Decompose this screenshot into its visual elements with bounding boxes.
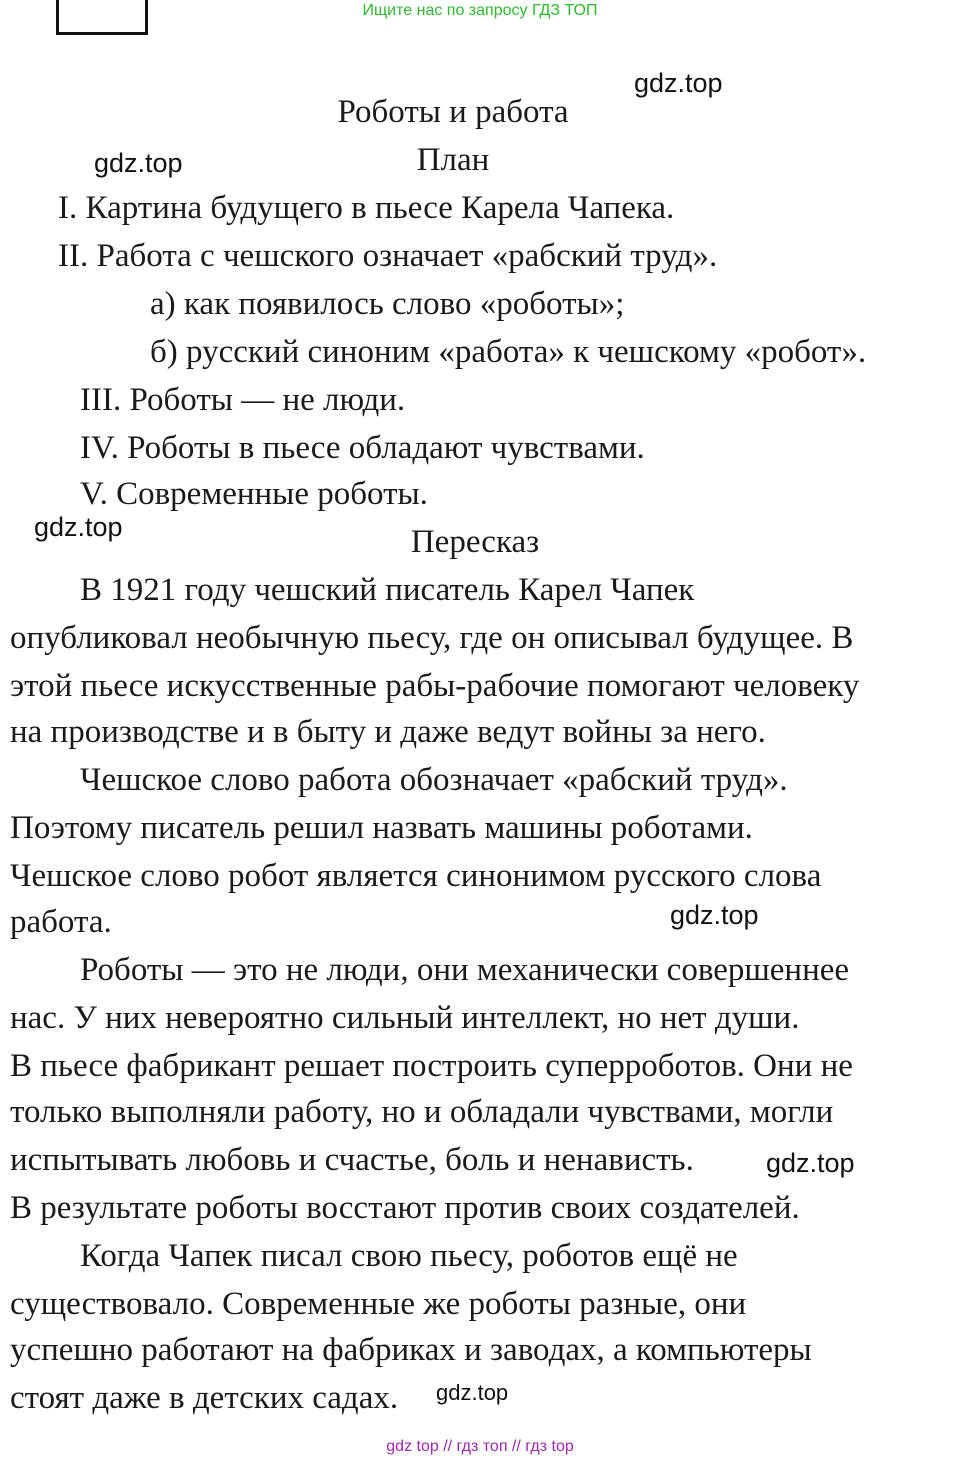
- text-line: опубликовал необычную пьесу, где он описывал будущее. В: [10, 620, 854, 656]
- plan-subitem: а) как появилось слово «роботы»;: [150, 286, 625, 322]
- plan-item: II. Работа с чешского означает «рабский труд».: [58, 238, 718, 274]
- text-line: успешно работают на фабриках и заводах, а компьютеры: [10, 1332, 812, 1368]
- text-line: В результате роботы восстают против своих создателей.: [10, 1190, 800, 1226]
- plan-item: I. Картина будущего в пьесе Карела Чапека.: [58, 190, 675, 226]
- text-line: Роботы — это не люди, они механически совершеннее: [80, 952, 850, 988]
- footer-links: gdz top // гдз топ // гдз top: [386, 1438, 574, 1455]
- watermark: gdz.top: [670, 900, 759, 930]
- plan-item: IV. Роботы в пьесе обладают чувствами.: [80, 430, 645, 466]
- watermark: gdz.top: [436, 1380, 509, 1405]
- text-line: В пьесе фабрикант решает построить суперроботов. Они не: [10, 1048, 853, 1084]
- text-line: испытывать любовь и счастье, боль и ненависть.: [10, 1142, 694, 1178]
- plan-subitem: б) русский синоним «работа» к чешскому «робот».: [150, 334, 867, 370]
- text-line: стоят даже в детских садах.: [10, 1380, 399, 1416]
- text-line: только выполняли работу, но и обладали чувствами, могли: [10, 1094, 834, 1130]
- watermark: gdz.top: [94, 148, 183, 178]
- retell-heading: Пересказ: [410, 524, 540, 560]
- text-line: нас. У них невероятно сильный интеллект, но нет души.: [10, 1000, 800, 1036]
- text-line: Когда Чапек писал свою пьесу, роботов ещё не: [80, 1238, 738, 1274]
- top-banner: Ищите нас по запросу ГДЗ ТОП: [362, 2, 598, 19]
- page-title: Роботы и работа: [337, 94, 569, 130]
- text-line: на производстве и в быту и даже ведут войны за него.: [10, 714, 766, 750]
- watermark: gdz.top: [34, 512, 123, 542]
- text-line: Чешское слово работа обозначает «рабский труд».: [80, 762, 788, 798]
- text-line: В 1921 году чешский писатель Карел Чапек: [80, 572, 695, 608]
- watermark: gdz.top: [766, 1148, 855, 1178]
- plan-item: V. Современные роботы.: [80, 476, 428, 512]
- plan-heading: План: [416, 142, 490, 178]
- text-line: этой пьесе искусственные рабы-рабочие помогают человеку: [10, 668, 860, 704]
- watermark: gdz.top: [634, 68, 723, 98]
- text-line: Чешское слово робот является синонимом русского слова: [10, 858, 822, 894]
- text-line: работа.: [10, 904, 112, 940]
- plan-item: III. Роботы — не люди.: [80, 382, 406, 418]
- text-line: Поэтому писатель решил назвать машины роботами.: [10, 810, 753, 846]
- text-line: существовало. Современные же роботы разные, они: [10, 1286, 747, 1322]
- exercise-number-box: [56, 0, 148, 35]
